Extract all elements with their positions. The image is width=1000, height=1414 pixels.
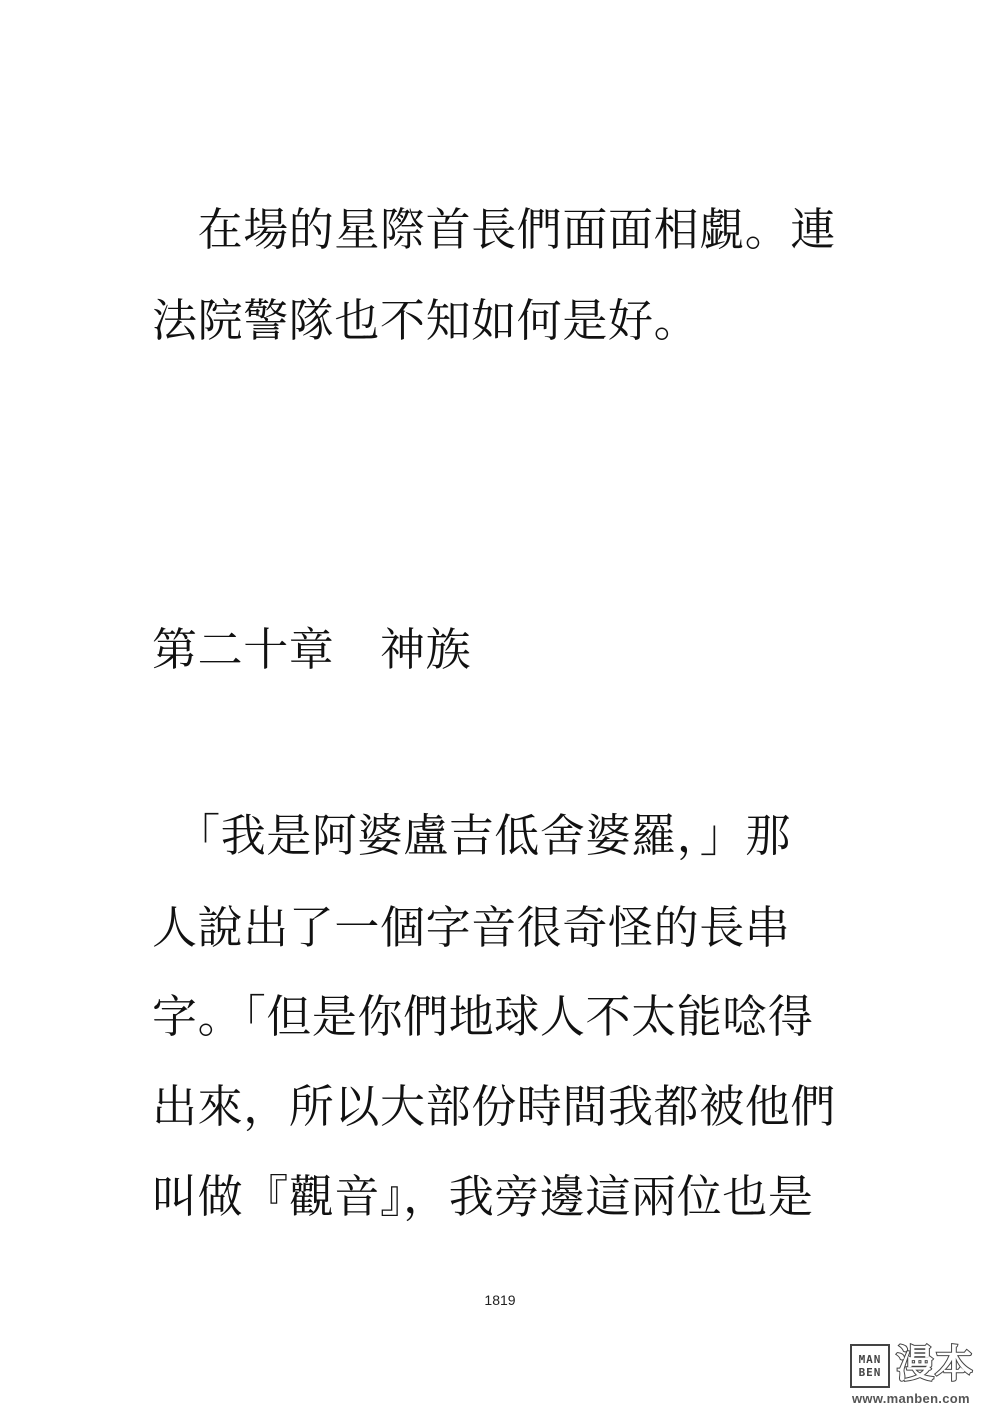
paragraph-line: 法院警隊也不知如何是好。 [152, 294, 700, 347]
paragraph-line: 「我是阿婆盧吉低舍婆羅，」那 [152, 809, 792, 862]
site-watermark [850, 1344, 992, 1408]
page-number: 1819 [484, 1292, 516, 1308]
watermark-url: www.manben.com [852, 1391, 970, 1406]
chapter-heading: 第二十章 神族 [152, 623, 472, 676]
paragraph-line: 人說出了一個字音很奇怪的長串 [152, 901, 791, 954]
paragraph-line: 在場的星際首長們面面相覷。連 [152, 203, 837, 256]
watermark-title: 漫本 [896, 1342, 975, 1386]
paragraph-line: 叫做『觀音』，我旁邊這兩位也是 [152, 1170, 814, 1223]
watermark-logo-icon [850, 1344, 890, 1388]
paragraph-line: 字。「但是你們地球人不太能唸得 [152, 990, 814, 1043]
paragraph-line: 出來，所以大部份時間我都被他們 [152, 1080, 837, 1133]
watermark-logo-top: MAN [858, 1353, 882, 1366]
watermark-logo-bottom: BEN [858, 1366, 882, 1379]
